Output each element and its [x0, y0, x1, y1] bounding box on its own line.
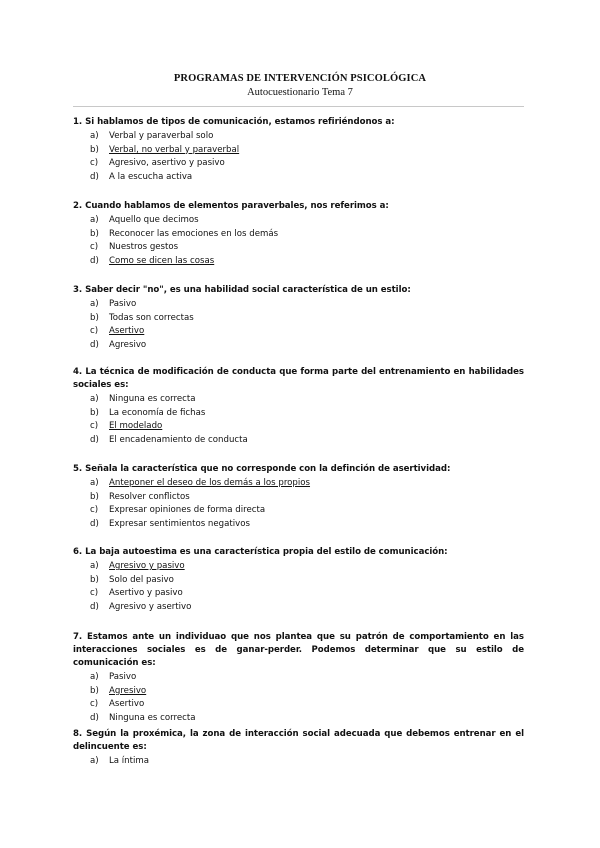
question-3	[73, 284, 524, 352]
answer-option	[73, 312, 524, 326]
option-text: Verbal y paraverbal solo	[109, 131, 214, 141]
option-letter: b)	[90, 228, 99, 239]
question-1	[73, 116, 524, 184]
option-list	[73, 298, 524, 352]
option-list	[73, 755, 524, 769]
option-text: Solo del pasivo	[109, 574, 174, 585]
option-letter: a)	[90, 478, 99, 488]
answer-option	[73, 325, 524, 339]
answer-option	[73, 504, 524, 518]
correct-answer-text: Asertivo	[109, 326, 145, 337]
answer-option	[73, 298, 524, 312]
option-text: Pasivo	[109, 672, 137, 682]
correct-answer-text: Como se dicen las cosas	[109, 255, 215, 266]
question-8	[73, 728, 524, 769]
document-subtitle: Autocuestionario Tema 7	[247, 87, 353, 98]
answer-option	[73, 587, 524, 601]
answer-option	[73, 712, 524, 726]
option-letter: b)	[90, 312, 99, 323]
question-text: 5. Señala la característica que no corresponde con la definción de asertividad:	[73, 464, 451, 474]
answer-option	[73, 755, 524, 769]
header-divider	[73, 106, 524, 107]
option-text: La íntima	[109, 756, 150, 766]
question-7	[73, 631, 524, 725]
correct-answer-text: Anteponer el deseo de los demás a los propios	[109, 478, 311, 488]
answer-option	[73, 698, 524, 712]
option-letter: d)	[90, 601, 99, 612]
question-text: 8. Según la proxémica, la zona de interacción social adecuada que debemos entrenar en el delincuente es:	[73, 729, 524, 752]
option-letter: c)	[90, 699, 99, 710]
option-list	[73, 560, 524, 614]
answer-option	[73, 685, 524, 699]
option-letter: a)	[90, 299, 99, 309]
answer-option	[73, 171, 524, 185]
answer-option	[73, 560, 524, 574]
option-list	[73, 130, 524, 184]
question-6	[73, 546, 524, 614]
option-text: Agresivo y asertivo	[109, 601, 192, 612]
answer-option	[73, 491, 524, 505]
answer-option	[73, 255, 524, 269]
option-text: Expresar sentimientos negativos	[109, 518, 250, 529]
option-text: Agresivo, asertivo y pasivo	[109, 158, 225, 169]
answer-option	[73, 407, 524, 421]
option-letter: a)	[90, 131, 99, 141]
answer-option	[73, 339, 524, 353]
option-letter: c)	[90, 421, 99, 432]
option-text: Asertivo y pasivo	[109, 588, 183, 599]
option-letter: a)	[90, 756, 99, 766]
answer-option	[73, 130, 524, 144]
option-text: Asertivo	[109, 699, 145, 710]
option-text: Agresivo	[109, 339, 147, 350]
option-letter: b)	[90, 574, 99, 585]
option-text: A la escucha activa	[109, 171, 193, 182]
answer-option	[73, 574, 524, 588]
option-text: Ninguna es correcta	[109, 712, 196, 723]
answer-option	[73, 393, 524, 407]
option-letter: d)	[90, 255, 99, 266]
option-letter: c)	[90, 326, 99, 337]
option-letter: c)	[90, 158, 99, 169]
option-letter: b)	[90, 491, 99, 502]
answer-option	[73, 420, 524, 434]
option-letter: d)	[90, 518, 99, 529]
question-text: 7. Estamos ante un individuao que nos plantea que su patrón de comportamiento en las interacciones sociales es de ganar-perder. Podemos determinar que su estilo de comunicación es:	[73, 632, 524, 668]
option-list	[73, 671, 524, 725]
option-text: Todas son correctas	[109, 312, 194, 323]
correct-answer-text: El modelado	[109, 421, 163, 432]
option-letter: a)	[90, 215, 99, 225]
option-letter: d)	[90, 712, 99, 723]
answer-option	[73, 434, 524, 448]
option-letter: c)	[90, 588, 99, 599]
answer-option	[73, 228, 524, 242]
correct-answer-text: Agresivo	[109, 685, 147, 696]
option-letter: b)	[90, 407, 99, 418]
question-text: 4. La técnica de modificación de conducta que forma parte del entrenamiento en habilidades sociales es:	[73, 367, 524, 390]
document-title: PROGRAMAS DE INTERVENCIÓN PSICOLÓGICA	[173, 73, 427, 84]
answer-option	[73, 671, 524, 685]
correct-answer-text: Agresivo y pasivo	[109, 561, 185, 571]
correct-answer-text: Verbal, no verbal y paraverbal	[109, 144, 240, 155]
question-text: 2. Cuando hablamos de elementos paraverbales, nos referimos a:	[73, 201, 389, 211]
option-text: Resolver conflictos	[109, 491, 190, 502]
option-text: Nuestros gestos	[109, 242, 179, 253]
answer-option	[73, 477, 524, 491]
answer-option	[73, 601, 524, 615]
option-letter: d)	[90, 171, 99, 182]
option-text: Ninguna es correcta	[109, 394, 196, 404]
question-4	[73, 366, 524, 447]
option-letter: b)	[90, 144, 99, 155]
option-text: La economía de fichas	[109, 407, 206, 418]
answer-option	[73, 157, 524, 171]
option-letter: c)	[90, 505, 99, 516]
answer-option	[73, 214, 524, 228]
answer-option	[73, 241, 524, 255]
option-letter: a)	[90, 672, 99, 682]
option-letter: c)	[90, 242, 99, 253]
option-text: Pasivo	[109, 299, 137, 309]
question-text: 3. Saber decir "no", es una habilidad social característica de un estilo:	[73, 285, 411, 295]
question-text: 1. Si hablamos de tipos de comunicación, estamos refiriéndonos a:	[73, 117, 395, 127]
option-text: Aquello que decimos	[109, 215, 199, 225]
option-letter: b)	[90, 685, 99, 696]
answer-option	[73, 518, 524, 532]
option-letter: d)	[90, 339, 99, 350]
option-letter: a)	[90, 561, 99, 571]
option-text: Expresar opiniones de forma directa	[109, 505, 266, 516]
option-list	[73, 214, 524, 268]
option-letter: d)	[90, 434, 99, 445]
question-5	[73, 463, 524, 531]
option-list	[73, 477, 524, 531]
option-list	[73, 393, 524, 447]
answer-option	[73, 144, 524, 158]
option-text: Reconocer las emociones en los demás	[109, 228, 279, 239]
question-text: 6. La baja autoestima es una característica propia del estilo de comunicación:	[73, 547, 448, 557]
option-text: El encadenamiento de conducta	[109, 434, 248, 445]
question-2	[73, 200, 524, 268]
option-letter: a)	[90, 394, 99, 404]
